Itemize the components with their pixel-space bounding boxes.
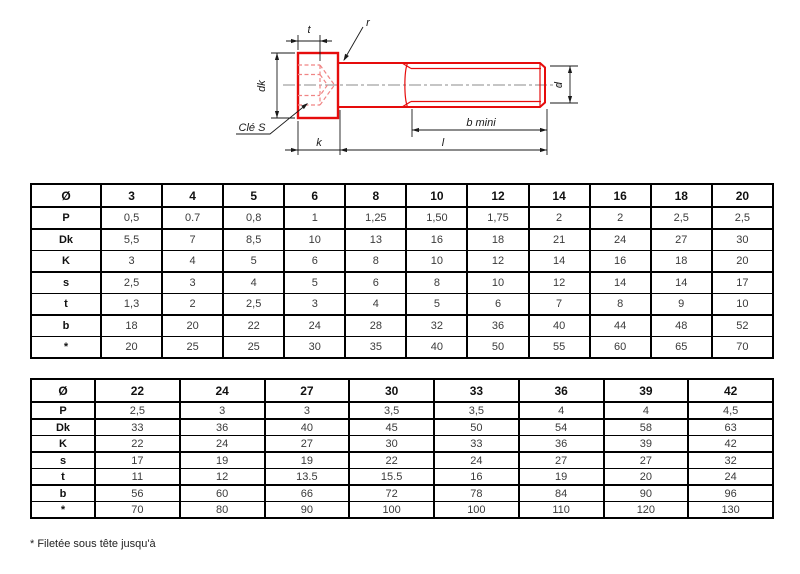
row-label-cell: Dk — [31, 419, 95, 436]
value-cell: 1 — [284, 207, 345, 229]
value-cell: 1,3 — [101, 294, 162, 316]
value-cell: 3,5 — [349, 402, 434, 419]
diameter-header-cell: 5 — [223, 184, 284, 207]
value-cell: 2 — [590, 207, 651, 229]
diameter-header-cell: 24 — [180, 379, 265, 402]
table-row — [31, 294, 773, 316]
value-cell: 12 — [529, 272, 590, 294]
table-row — [31, 251, 773, 273]
label-t: t — [307, 24, 311, 36]
table-row — [31, 502, 773, 519]
value-cell: 1,75 — [467, 207, 528, 229]
value-cell: 4 — [519, 402, 604, 419]
diameter-header-cell: 36 — [519, 379, 604, 402]
value-cell: 19 — [180, 452, 265, 469]
value-cell: 28 — [345, 315, 406, 337]
value-cell: 10 — [712, 294, 773, 316]
diameter-header-row — [31, 379, 773, 402]
dimension-b-mini — [412, 109, 547, 137]
value-cell: 19 — [265, 452, 350, 469]
value-cell: 4,5 — [688, 402, 773, 419]
table-row — [31, 207, 773, 229]
table-row — [31, 419, 773, 436]
value-cell: 16 — [406, 229, 467, 251]
value-cell: 50 — [467, 337, 528, 359]
value-cell: 0,8 — [223, 207, 284, 229]
dimension-dk — [256, 53, 295, 118]
row-label-cell: P — [31, 207, 101, 229]
value-cell: 4 — [345, 294, 406, 316]
value-cell: 27 — [265, 436, 350, 453]
value-cell: 58 — [604, 419, 689, 436]
value-cell: 0.7 — [162, 207, 223, 229]
row-label-cell: * — [31, 502, 95, 519]
diameter-header-cell: 8 — [345, 184, 406, 207]
value-cell: 72 — [349, 485, 434, 502]
dimensions-table-m22-m42 — [30, 378, 774, 519]
value-cell: 22 — [223, 315, 284, 337]
value-cell: 12 — [467, 251, 528, 273]
value-cell: 84 — [519, 485, 604, 502]
value-cell: 60 — [180, 485, 265, 502]
diameter-header-cell: 18 — [651, 184, 712, 207]
value-cell: 1,25 — [345, 207, 406, 229]
value-cell: 3 — [101, 251, 162, 273]
value-cell: 5 — [284, 272, 345, 294]
value-cell: 2,5 — [651, 207, 712, 229]
screw-drawing-svg — [222, 8, 594, 162]
label-cle-s: Clé S — [238, 122, 266, 134]
value-cell: 22 — [349, 452, 434, 469]
value-cell: 7 — [162, 229, 223, 251]
value-cell: 13 — [345, 229, 406, 251]
dimensions-table-m3-m20 — [30, 183, 774, 359]
value-cell: 18 — [101, 315, 162, 337]
value-cell: 19 — [519, 469, 604, 486]
value-cell: 17 — [95, 452, 180, 469]
value-cell: 2 — [162, 294, 223, 316]
value-cell: 2,5 — [223, 294, 284, 316]
label-b-mini: b mini — [466, 117, 496, 129]
label-d: d — [553, 81, 565, 89]
value-cell: 8,5 — [223, 229, 284, 251]
value-cell: 32 — [688, 452, 773, 469]
value-cell: 36 — [519, 436, 604, 453]
value-cell: 80 — [180, 502, 265, 519]
value-cell: 36 — [467, 315, 528, 337]
table-row — [31, 436, 773, 453]
table-row — [31, 337, 773, 359]
label-k: k — [316, 137, 322, 149]
diameter-header-cell: 39 — [604, 379, 689, 402]
value-cell: 24 — [180, 436, 265, 453]
leader-r — [344, 17, 372, 61]
value-cell: 78 — [434, 485, 519, 502]
diameter-header-cell: 42 — [688, 379, 773, 402]
value-cell: 96 — [688, 485, 773, 502]
value-cell: 4 — [162, 251, 223, 273]
value-cell: 40 — [406, 337, 467, 359]
row-label-cell: P — [31, 402, 95, 419]
value-cell: 30 — [712, 229, 773, 251]
value-cell: 110 — [519, 502, 604, 519]
value-cell: 2,5 — [712, 207, 773, 229]
value-cell: 3 — [265, 402, 350, 419]
value-cell: 130 — [688, 502, 773, 519]
value-cell: 4 — [223, 272, 284, 294]
value-cell: 10 — [406, 251, 467, 273]
value-cell: 70 — [95, 502, 180, 519]
row-label-cell: s — [31, 452, 95, 469]
row-label-cell: K — [31, 436, 95, 453]
value-cell: 21 — [529, 229, 590, 251]
value-cell: 33 — [434, 436, 519, 453]
value-cell: 14 — [651, 272, 712, 294]
value-cell: 27 — [604, 452, 689, 469]
value-cell: 45 — [349, 419, 434, 436]
value-cell: 5 — [223, 251, 284, 273]
value-cell: 3 — [284, 294, 345, 316]
diameter-header-cell: 22 — [95, 379, 180, 402]
value-cell: 18 — [467, 229, 528, 251]
value-cell: 32 — [406, 315, 467, 337]
value-cell: 4 — [604, 402, 689, 419]
value-cell: 14 — [529, 251, 590, 273]
value-cell: 66 — [265, 485, 350, 502]
value-cell: 3,5 — [434, 402, 519, 419]
row-label-cell: K — [31, 251, 101, 273]
value-cell: 15.5 — [349, 469, 434, 486]
value-cell: 70 — [712, 337, 773, 359]
row-label-cell: t — [31, 294, 101, 316]
diameter-header-cell: 6 — [284, 184, 345, 207]
value-cell: 50 — [434, 419, 519, 436]
value-cell: 63 — [688, 419, 773, 436]
value-cell: 20 — [604, 469, 689, 486]
value-cell: 25 — [162, 337, 223, 359]
value-cell: 56 — [95, 485, 180, 502]
value-cell: 10 — [467, 272, 528, 294]
value-cell: 25 — [223, 337, 284, 359]
value-cell: 27 — [519, 452, 604, 469]
diameter-symbol-cell: Ø — [31, 184, 101, 207]
value-cell: 16 — [590, 251, 651, 273]
screw-technical-drawing — [222, 8, 594, 162]
value-cell: 55 — [529, 337, 590, 359]
value-cell: 24 — [434, 452, 519, 469]
label-l: l — [441, 137, 445, 149]
value-cell: 3 — [162, 272, 223, 294]
value-cell: 14 — [590, 272, 651, 294]
diameter-header-cell: 16 — [590, 184, 651, 207]
value-cell: 6 — [345, 272, 406, 294]
footnote: * Filetée sous tête jusqu'à — [30, 538, 156, 550]
table-row — [31, 485, 773, 502]
value-cell: 60 — [590, 337, 651, 359]
value-cell: 36 — [180, 419, 265, 436]
diameter-header-cell: 10 — [406, 184, 467, 207]
value-cell: 42 — [688, 436, 773, 453]
row-label-cell: s — [31, 272, 101, 294]
value-cell: 22 — [95, 436, 180, 453]
value-cell: 90 — [604, 485, 689, 502]
diameter-header-row — [31, 184, 773, 207]
value-cell: 24 — [590, 229, 651, 251]
diameter-header-cell: 12 — [467, 184, 528, 207]
value-cell: 17 — [712, 272, 773, 294]
value-cell: 0,5 — [101, 207, 162, 229]
value-cell: 35 — [345, 337, 406, 359]
diameter-header-cell: 4 — [162, 184, 223, 207]
value-cell: 90 — [265, 502, 350, 519]
value-cell: 24 — [688, 469, 773, 486]
value-cell: 30 — [349, 436, 434, 453]
value-cell: 13.5 — [265, 469, 350, 486]
value-cell: 8 — [590, 294, 651, 316]
diameter-header-cell: 33 — [434, 379, 519, 402]
value-cell: 8 — [345, 251, 406, 273]
value-cell: 16 — [434, 469, 519, 486]
table-row — [31, 469, 773, 486]
screw-outline — [298, 53, 545, 118]
diameter-header-cell: 20 — [712, 184, 773, 207]
value-cell: 39 — [604, 436, 689, 453]
value-cell: 8 — [406, 272, 467, 294]
value-cell: 100 — [434, 502, 519, 519]
dimension-k-l — [285, 109, 547, 155]
value-cell: 2,5 — [95, 402, 180, 419]
value-cell: 40 — [529, 315, 590, 337]
value-cell: 24 — [284, 315, 345, 337]
value-cell: 3 — [180, 402, 265, 419]
value-cell: 6 — [284, 251, 345, 273]
value-cell: 9 — [651, 294, 712, 316]
row-label-cell: * — [31, 337, 101, 359]
row-label-cell: t — [31, 469, 95, 486]
value-cell: 44 — [590, 315, 651, 337]
value-cell: 33 — [95, 419, 180, 436]
value-cell: 100 — [349, 502, 434, 519]
diameter-header-cell: 14 — [529, 184, 590, 207]
value-cell: 2 — [529, 207, 590, 229]
value-cell: 11 — [95, 469, 180, 486]
value-cell: 2,5 — [101, 272, 162, 294]
table-row — [31, 272, 773, 294]
runout-curve — [405, 63, 408, 107]
value-cell: 5 — [406, 294, 467, 316]
value-cell: 18 — [651, 251, 712, 273]
label-r: r — [366, 17, 370, 29]
table-row — [31, 452, 773, 469]
table-row — [31, 315, 773, 337]
label-dk: dk — [256, 80, 268, 92]
table-row — [31, 229, 773, 251]
value-cell: 52 — [712, 315, 773, 337]
dimension-d — [550, 66, 578, 103]
diameter-symbol-cell: Ø — [31, 379, 95, 402]
value-cell: 5,5 — [101, 229, 162, 251]
value-cell: 20 — [162, 315, 223, 337]
diameter-header-cell: 30 — [349, 379, 434, 402]
value-cell: 40 — [265, 419, 350, 436]
value-cell: 20 — [712, 251, 773, 273]
diameter-header-cell: 27 — [265, 379, 350, 402]
value-cell: 20 — [101, 337, 162, 359]
value-cell: 30 — [284, 337, 345, 359]
value-cell: 6 — [467, 294, 528, 316]
value-cell: 12 — [180, 469, 265, 486]
row-label-cell: b — [31, 485, 95, 502]
value-cell: 10 — [284, 229, 345, 251]
value-cell: 120 — [604, 502, 689, 519]
row-label-cell: Dk — [31, 229, 101, 251]
row-label-cell: b — [31, 315, 101, 337]
value-cell: 27 — [651, 229, 712, 251]
value-cell: 1,50 — [406, 207, 467, 229]
value-cell: 7 — [529, 294, 590, 316]
value-cell: 65 — [651, 337, 712, 359]
value-cell: 48 — [651, 315, 712, 337]
value-cell: 54 — [519, 419, 604, 436]
table-row — [31, 402, 773, 419]
diameter-header-cell: 3 — [101, 184, 162, 207]
dimension-t — [286, 24, 332, 61]
